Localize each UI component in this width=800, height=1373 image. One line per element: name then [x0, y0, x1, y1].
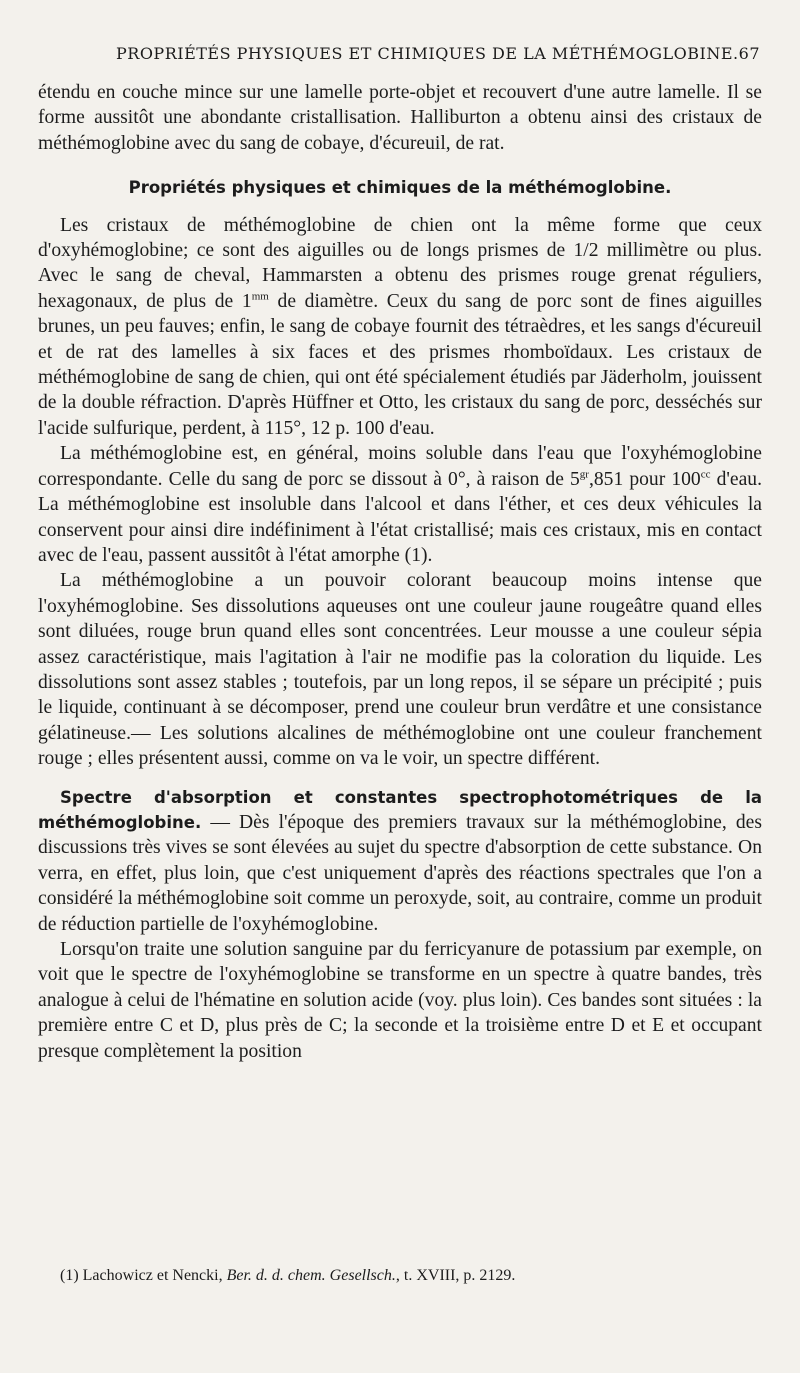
- footnote-marker: (1) Lachowicz et Nencki,: [60, 1267, 227, 1284]
- paragraph-spectrum: [38, 785, 762, 937]
- running-title: PROPRIÉTÉS PHYSIQUES ET CHIMIQUES DE LA MÉTHÉMOGLOBINE.: [116, 44, 739, 63]
- solubility-text-c: d'eau. La méthémoglobine est insoluble dans l'alcool et dans l'éther, et ces deux véhicules la conservent pour ainsi dire indéfiniment à l'état cristallisé; mais ces cristaux, mis en contact avec de l'eau, passent aussitôt à l'état amorphe (1).: [38, 468, 762, 566]
- unit-gr: gr: [579, 468, 589, 481]
- unit-cc: cc: [700, 468, 711, 481]
- paragraph-crystals: [38, 213, 762, 442]
- footnote-journal: Ber. d. d. chem. Gesellsch.: [226, 1267, 396, 1284]
- page-body: [38, 80, 762, 1064]
- paragraph-ferricyanide: Lorsqu'on traite une solution sanguine par du ferricyanure de potassium par exemple, on voit que le spectre de l'oxyhémoglobine se transforme en un spectre à quatre bandes, très analogue à celui de l'hématine en solution acide (voy. plus loin). Ces bandes sont situées : la première entre C et D, plus près de C; la seconde et la troisième entre D et E et occupant presque complètement la position: [38, 939, 762, 1062]
- solubility-text-a: La méthémoglobine est, en général, moins soluble dans l'eau que l'oxyhémoglobine correspondante. Celle du sang de porc se dissout à 0°, à raison de 5: [38, 443, 762, 490]
- section-heading-properties: Propriétés physiques et chimiques de la méthémoglobine.: [128, 178, 672, 198]
- footnote-rest: , t. XVIII, p. 2129.: [395, 1267, 516, 1284]
- paragraph-coloring: La méthémoglobine a un pouvoir colorant beaucoup moins intense que l'oxyhémoglobine. Ses dissolutions aqueuses ont une couleur jaune rougeâtre quand elles sont diluées, rouge brun quand elles sont concentrées. Leur mousse a une couleur sépia assez caractéristique, mais l'agitation à l'air ne modifie pas la coloration du liquide. Les dissolutions sont assez stables ; toutefois, par un long repos, il se sépare un précipité ; puis le liquide, continuant à se décomposer, prend une couleur brun verdâtre et une consistance gélatineuse.— Les solutions alcalines de méthémoglobine ont une couleur franchement rouge ; elles présentent aussi, comme on va le voir, un spectre différent.: [38, 570, 762, 770]
- crystals-text-b: de diamètre. Ceux du sang de porc sont de fines aiguilles brunes, un peu fauves; enfin, le sang de cobaye fournit des tétraèdres, et les sangs d'écureuil et de rat des lamelles à six faces et des prismes rhomboïdaux. Les cristaux de méthémoglobine de sang de chien, qui ont été spécialement étudiés par Jäderholm, jouissent de la double réfraction. D'après Hüffner et Otto, les cristaux du sang de porc, desséchés sur l'acide sulfurique, perdent, à 115°, 12 p. 100 d'eau.: [38, 290, 763, 439]
- intro-paragraph: étendu en couche mince sur une lamelle porte-objet et recouvert d'une autre lamelle. Il se forme aussitôt une abondante cristallisation. Halliburton a obtenu ainsi des cristaux de méthémoglobine avec du sang de cobaye, d'écureuil, de rat.: [38, 82, 762, 154]
- crystals-text-a: Les cristaux de méthémoglobine de chien ont la même forme que ceux d'oxyhémoglobine; ce sont des aiguilles ou de longs prismes de 1/2 millimètre ou plus. Avec le sang de cheval, Hammarsten a obtenu des prismes rouge grenat réguliers, hexagonaux, de plus de 1: [38, 214, 762, 312]
- unit-mm: mm: [251, 290, 269, 303]
- spectrum-text: — Dès l'époque des premiers travaux sur la méthémoglobine, des discussions très vives se sont élevées au sujet du spectre d'absorption de cette substance. On verra, en effet, plus loin, que c'est uniquement d'après des réactions spectrales que l'on a considéré la méthémoglobine soit comme un peroxyde, soit, au contraire, comme un produit de réduction partielle de l'oxyhémoglobine.: [38, 811, 762, 935]
- footnote: [60, 1267, 515, 1285]
- page-number: 67: [738, 44, 760, 63]
- section-heading-spectrum: Spectre d'absorption et constantes spectrophotométriques de la méthémoglobine.: [38, 787, 762, 832]
- solubility-text-b: ,851 pour 100: [588, 468, 701, 490]
- paragraph-solubility: [38, 441, 762, 568]
